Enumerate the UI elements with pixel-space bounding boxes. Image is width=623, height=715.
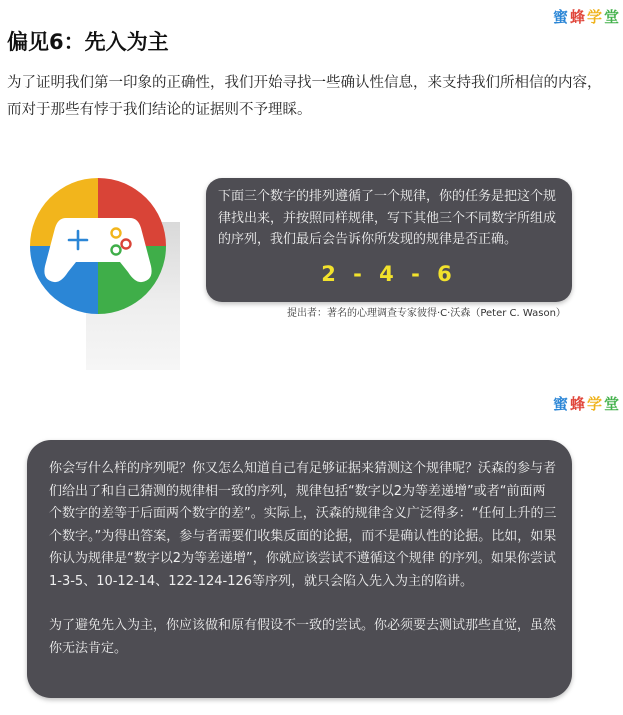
logo-top [553, 6, 621, 27]
logo-char: 蜜 [553, 395, 571, 413]
logo-char: 蜜 [553, 8, 571, 26]
conclusion-paragraph: 为了避免先入为主，你应该做和原有假设不一致的尝试。你必须要去测试那些直觉，虽然你无法肯定。 [49, 618, 557, 656]
logo-char: 堂 [604, 395, 622, 413]
number-sequence: 2 - 4 - 6 [321, 262, 457, 286]
page-title: 偏见6：先入为主 [7, 30, 169, 54]
explanation-bubble [27, 440, 572, 698]
explanation-paragraph: 你会写什么样的序列呢？你又怎么知道自己有足够证据来猜测这个规律呢？沃森的参与者们给出了和自己猜测的规律相一致的序列，规律包括“数字以2为等差递增”或者“前面两个数字的差等于后面两个数字的差”。实际上，沃森的规律含义广泛得多：“任何上升的三个数字。”为得出答案，参与者需要们收集反面的论据，而不是确认性的论据。比如，如果你认为规律是“数字以2为等差递增”，你就应该尝试不遵循这个规律 的序列。如果你尝试1-3-5、10-12-14、122-124-126等序列，就只会陷入先入为主的陷讲。 [49, 461, 557, 589]
gamepad-icon [28, 176, 168, 316]
intro-paragraph: 为了证明我们第一印象的正确性，我们开始寻找一些确认性信息，来支持我们所相信的内容，而对于那些有悖于我们结论的证据则不予理睬。 [7, 75, 602, 118]
puzzle-text: 下面三个数字的排列遵循了一个规律，你的任务是把这个规律找出来，并按照同样规律，写下其他三个不同数字所组成的序列，我们最后会告诉你所发现的规律是否正确。 [218, 189, 557, 247]
logo-char: 堂 [604, 8, 622, 26]
logo-char: 蜂 [570, 395, 588, 413]
logo-char: 学 [587, 8, 605, 26]
explanation-text [49, 458, 557, 660]
logo-char: 蜂 [570, 8, 588, 26]
credit-line: 提出者：著名的心理调查专家彼得·C·沃森（Peter C. Wason） [287, 308, 566, 319]
logo-mid [553, 393, 621, 414]
logo-char: 学 [587, 395, 605, 413]
rule-puzzle-bubble [206, 178, 572, 302]
